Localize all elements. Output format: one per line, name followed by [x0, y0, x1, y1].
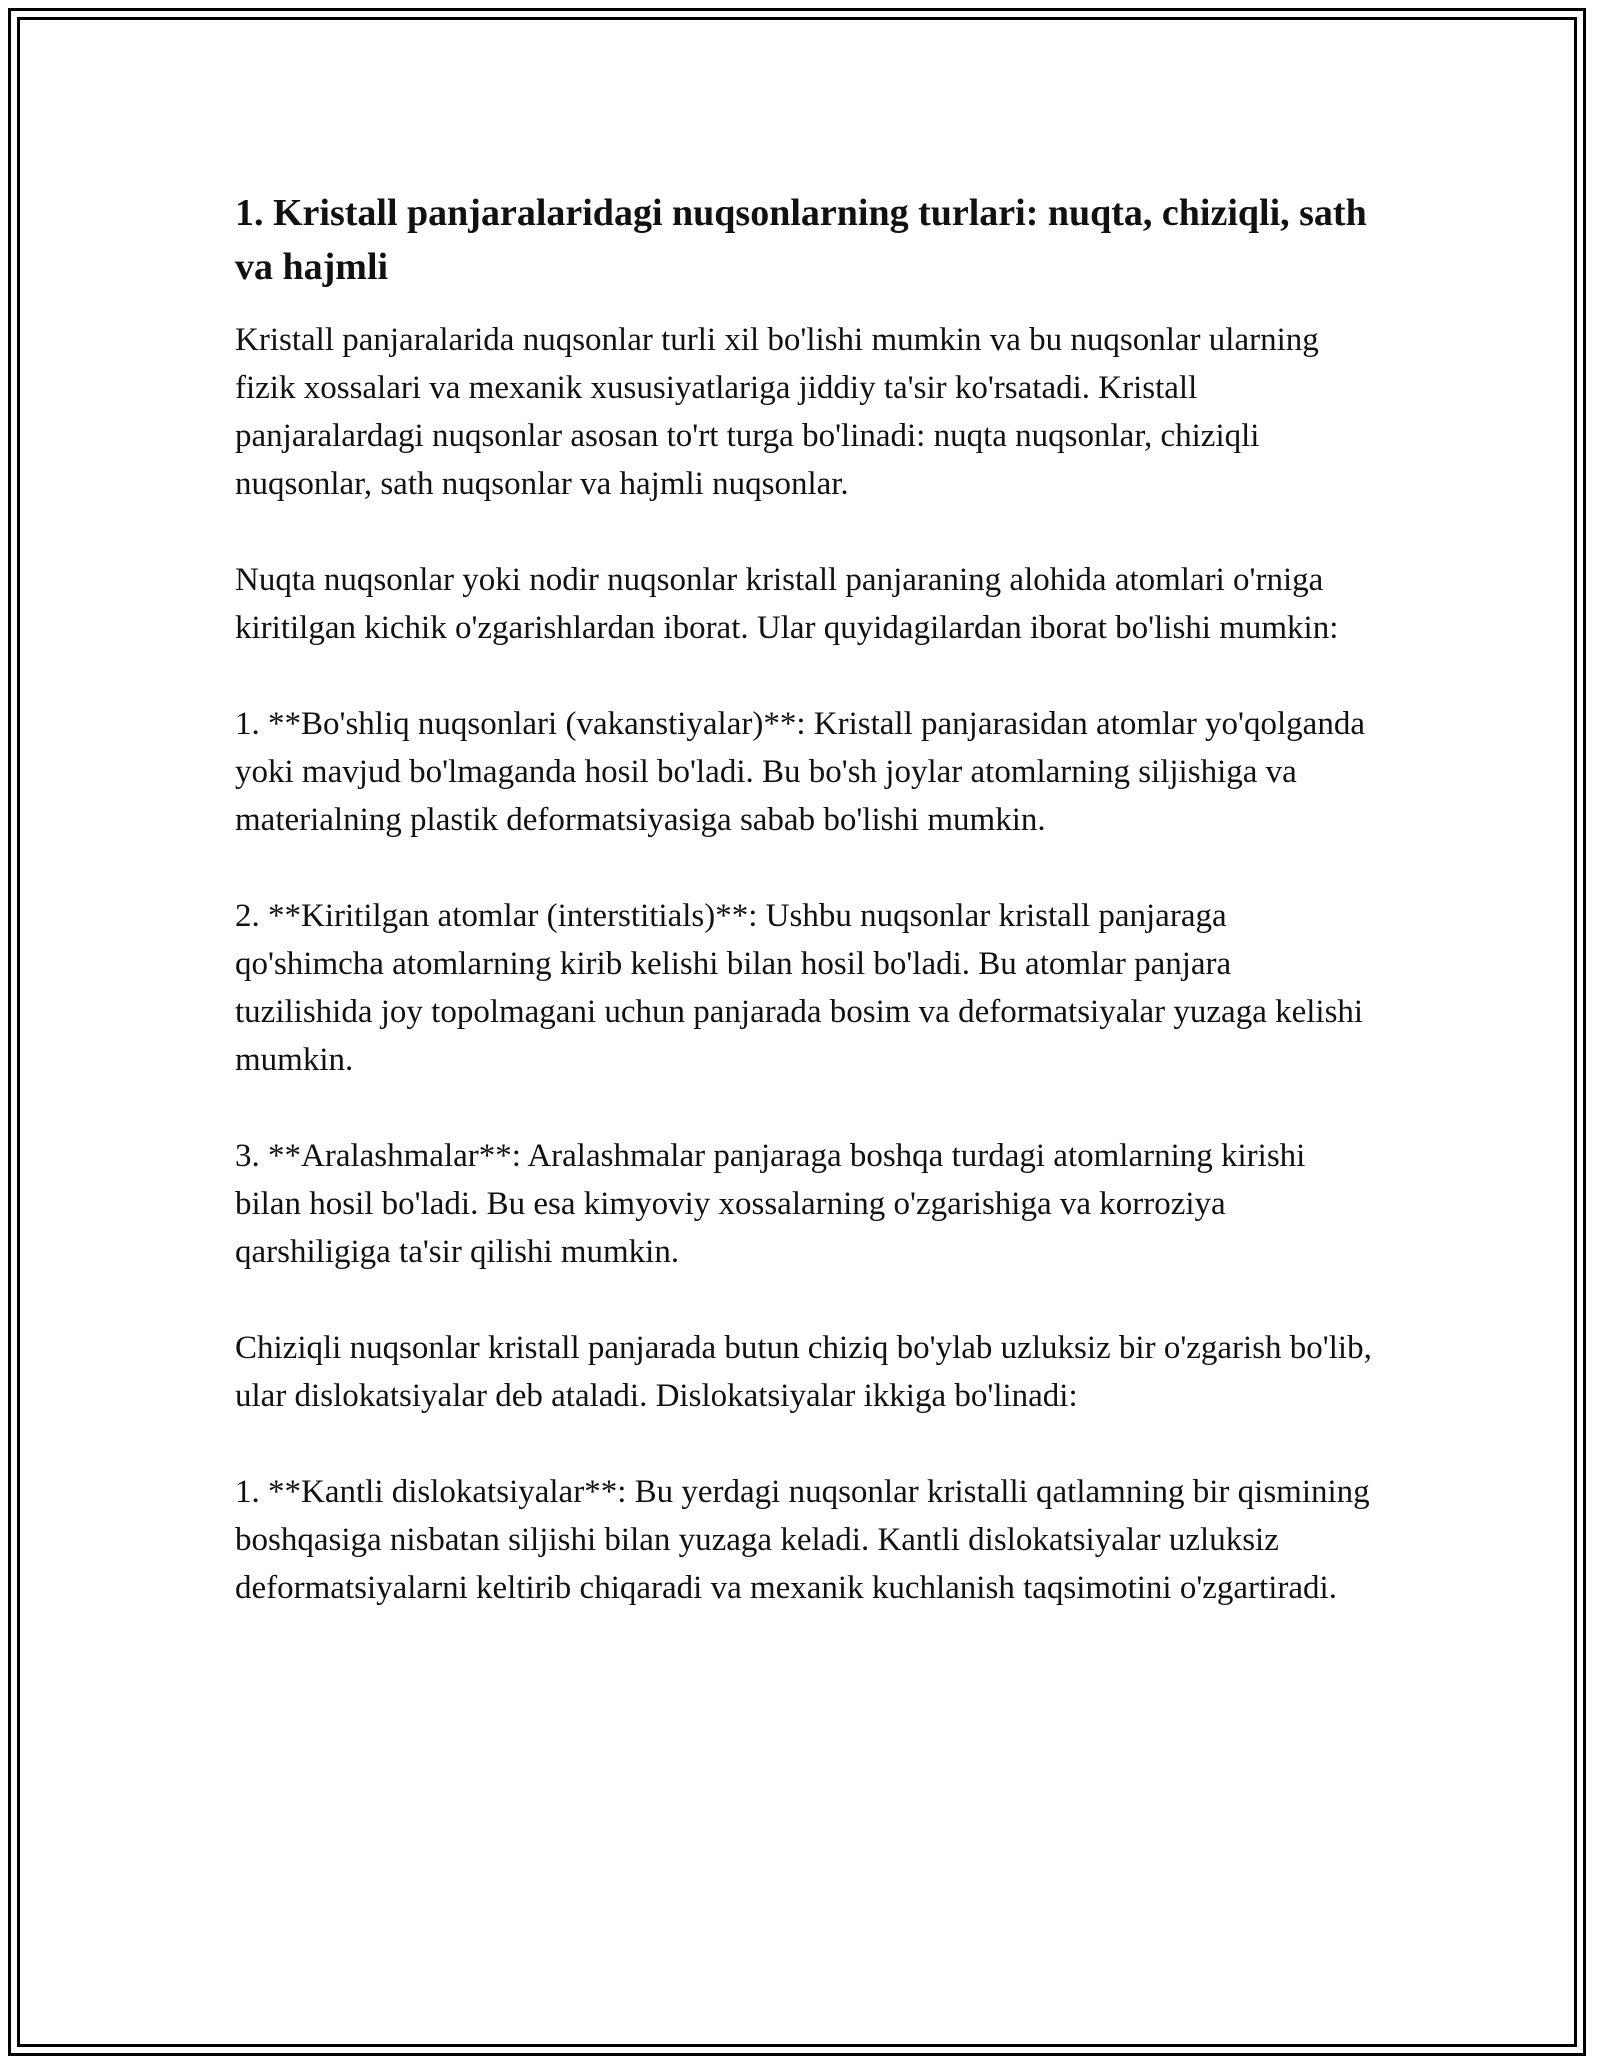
paragraph-line-defects: Chiziqli nuqsonlar kristall panjarada butun chiziq bo'ylab uzluksiz bir o'zgarish bo'lib, ular dislokatsiyalar deb ataladi. Dislokatsiyalar ikkiga bo'linadi:	[235, 1330, 1372, 1414]
section-heading: 1. Kristall panjaralaridagi nuqsonlarning turlari: nuqta, chiziqli, sath va hajmli	[235, 192, 1367, 288]
list-item-interstitials: 2. **Kiritilgan atomlar (interstitials)**: Ushbu nuqsonlar kristall panjaraga qo'shimcha atomlarning kirib kelishi bilan hosil bo'ladi. Bu atomlar panjara tuzilishida joy topolmagani uchun panjarada bosim va deformatsiyalar yuzaga kelishi mumkin.	[235, 898, 1364, 1078]
paragraph-point-defects: Nuqta nuqsonlar yoki nodir nuqsonlar kristall panjaraning alohida atomlari o'rniga kiritilgan kichik o'zgarishlardan iborat. Ular quyidagilardan iborat bo'lishi mumkin:	[235, 562, 1339, 646]
list-item-vacancies: 1. **Bo'shliq nuqsonlari (vakanstiyalar)**: Kristall panjarasidan atomlar yo'qolganda yoki mavjud bo'lmaganda hosil bo'ladi. Bu bo'sh joylar atomlarning siljishiga va materialning plastik deformatsiyasiga sabab bo'lishi mumkin.	[235, 706, 1365, 838]
list-item-edge-dislocations: 1. **Kantli dislokatsiyalar**: Bu yerdagi nuqsonlar kristalli qatlamning bir qismining boshqasiga nisbatan siljishi bilan yuzaga keladi. Kantli dislokatsiyalar uzluksiz deformatsiyalarni keltirib chiqaradi va mexanik kuchlanish taqsimotini o'zgartiradi.	[235, 1474, 1370, 1606]
paragraph-intro: Kristall panjaralarida nuqsonlar turli xil bo'lishi mumkin va bu nuqsonlar ularning fizik xossalari va mexanik xususiyatlariga jiddiy ta'sir ko'rsatadi. Kristall panjaralardagi nuqsonlar asosan to'rt turga bo'linadi: nuqta nuqsonlar, chiziqli nuqsonlar, sath nuqsonlar va hajmli nuqsonlar.	[235, 322, 1319, 502]
document-body	[235, 186, 1375, 1660]
list-item-impurities: 3. **Aralashmalar**: Aralashmalar panjaraga boshqa turdagi atomlarning kirishi bilan hosil bo'ladi. Bu esa kimyoviy xossalarning o'zgarishiga va korroziya qarshiligiga ta'sir qilishi mumkin.	[235, 1138, 1306, 1270]
